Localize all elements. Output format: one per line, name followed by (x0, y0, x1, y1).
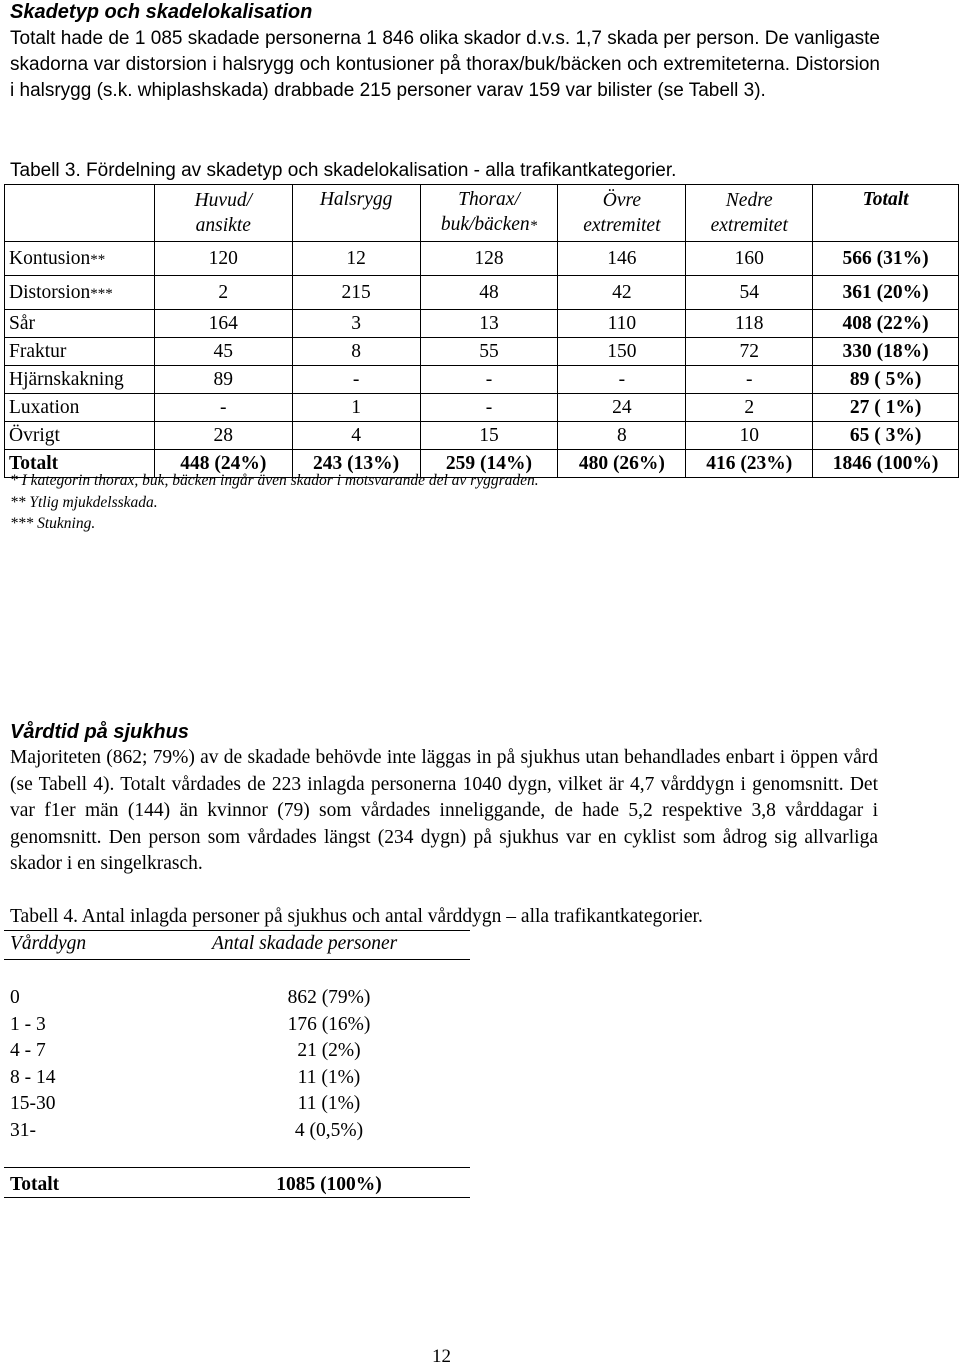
table-cell: 45 (154, 338, 292, 366)
row-label: Övrigt (5, 422, 155, 450)
table-cell: 24 (558, 394, 686, 422)
table-cell: 12 (292, 242, 420, 276)
table4-header-vardddygn: Vårddygn (10, 933, 87, 954)
table3-header-empty (5, 185, 155, 242)
table-cell: 215 (292, 276, 420, 310)
table-cell: 8 (292, 338, 420, 366)
row-count: 176 (16%) (287, 1013, 371, 1035)
row-label: Totalt (5, 450, 155, 478)
table-row (5, 394, 959, 422)
table-cell: 120 (154, 242, 292, 276)
row-total: 330 (18%) (813, 338, 959, 366)
table4-header (4, 931, 470, 960)
table-cell: 3 (292, 310, 420, 338)
row-total: 65 ( 3%) (813, 422, 959, 450)
row-total: 361 (20%) (813, 276, 959, 310)
row-days: 1 - 3 (10, 1013, 46, 1035)
table3 (4, 184, 959, 478)
table4-header-antal: Antal skadade personer (212, 933, 398, 954)
table-cell: 1 (292, 394, 420, 422)
row-count: 21 (2%) (297, 1040, 361, 1061)
footnote: * I kategorin thorax, buk, bäcken ingår även skador i motsvarande del av ryggraden. (10, 472, 539, 489)
row-count: 862 (79%) (287, 987, 371, 1008)
row-label: Kontusion** (5, 242, 155, 276)
table-cell: - (686, 366, 813, 394)
row-total: 566 (31%) (813, 242, 959, 276)
page-number: 12 (432, 1346, 451, 1367)
table-cell: 55 (420, 338, 558, 366)
table3-header-halsrygg: Halsrygg (292, 185, 420, 242)
table-cell: 259 (14%) (420, 450, 558, 478)
table-cell: 146 (558, 242, 686, 276)
table-cell: 13 (420, 310, 558, 338)
table-cell: 448 (24%) (154, 450, 292, 478)
table-cell: - (154, 394, 292, 422)
row-label: Sår (5, 310, 155, 338)
table4-caption: Tabell 4. Antal inlagda personer på sjukhus och antal vårddygn – alla trafikantkategorier. (10, 906, 703, 927)
table-cell: 480 (26%) (558, 450, 686, 478)
table3-caption: Tabell 3. Fördelning av skadetyp och skadelokalisation - alla trafikantkategorier. (10, 160, 677, 181)
table3-header-row (5, 185, 959, 242)
table4 (4, 931, 470, 1195)
table3-footnotes (10, 470, 539, 535)
table-cell: 2 (686, 394, 813, 422)
row-days: 8 - 14 (10, 1066, 56, 1088)
section-paragraph-skadetyp: Totalt hade de 1 085 skadade personerna 1 846 olika skador d.v.s. 1,7 skada per person. De vanligaste skadorna var distorsion i halsrygg och kontusioner på thorax/buk/bäcken och extremiteterna. Distorsion i halsrygg (s.k. whiplashskada) drabbade 215 personer varav 159 var bilister (se Tabell 3). (10, 28, 880, 101)
sum-label: Totalt (10, 1174, 60, 1195)
table-row (5, 310, 959, 338)
row-label: Distorsion*** (5, 276, 155, 310)
table-cell: 10 (686, 422, 813, 450)
table-row (5, 276, 959, 310)
table-cell: - (292, 366, 420, 394)
table-row (4, 1093, 470, 1120)
section-heading-skadetyp: Skadetyp och skadelokalisation (10, 1, 313, 23)
table-row (4, 1067, 470, 1094)
table-row (4, 1040, 470, 1067)
row-label: Hjärnskakning (5, 366, 155, 394)
table-cell: 4 (292, 422, 420, 450)
table-cell: 89 (154, 366, 292, 394)
table3-header-huvud: Huvud/ ansikte (154, 185, 292, 242)
table-cell: 128 (420, 242, 558, 276)
table4-sum-row (4, 1167, 470, 1198)
table3-header-ovre: Övre extremitet (558, 185, 686, 242)
grand-total: 1846 (100%) (813, 450, 959, 478)
row-count: 11 (1%) (297, 1093, 361, 1114)
table-cell: 15 (420, 422, 558, 450)
table-cell: 48 (420, 276, 558, 310)
section-paragraph-vardtid: Majoriteten (862; 79%) av de skadade behövde inte läggas in på sjukhus utan behandlades enbart i öppen vård (se Tabell 4). Totalt vårdades de 223 inlagda personerna 1040 dygn, vilket är 4,7 vårddygn i genomsnitt. Det var f1er män (144) än kvinnor (79) som vårdades inneliggande, de hade 5,2 respektive 3,8 vårddagar i genomsnitt. Den person som vårdades längst (234 dygn) på sjukhus var en cyklist som ådrog sig allvarliga skador i en singelkrasch. (10, 747, 878, 874)
row-total: 408 (22%) (813, 310, 959, 338)
table-row (4, 1120, 470, 1147)
table-cell: 110 (558, 310, 686, 338)
row-days: 15-30 (10, 1093, 56, 1114)
row-count: 11 (1%) (297, 1066, 361, 1088)
row-total: 27 ( 1%) (813, 394, 959, 422)
table-row (5, 242, 959, 276)
table-cell: 164 (154, 310, 292, 338)
table-cell: 160 (686, 242, 813, 276)
table-cell: 150 (558, 338, 686, 366)
table-cell: 54 (686, 276, 813, 310)
footnote: *** Stukning. (10, 515, 96, 532)
table-cell: 2 (154, 276, 292, 310)
row-count: 4 (0,5%) (294, 1119, 364, 1141)
table-cell: 118 (686, 310, 813, 338)
table-row (4, 1014, 470, 1041)
table-cell: 8 (558, 422, 686, 450)
table-row (5, 338, 959, 366)
row-days: 31- (10, 1119, 36, 1141)
table-cell: - (558, 366, 686, 394)
footnote: ** Ytlig mjukdelsskada. (10, 493, 158, 511)
row-label: Luxation (5, 394, 155, 422)
row-total: 89 ( 5%) (813, 366, 959, 394)
table-cell: 243 (13%) (292, 450, 420, 478)
table-cell: 28 (154, 422, 292, 450)
row-label: Fraktur (5, 338, 155, 366)
row-days: 4 - 7 (10, 1040, 46, 1061)
table-cell: 416 (23%) (686, 450, 813, 478)
table3-header-thorax: Thorax/ buk/bäcken* (420, 185, 558, 242)
table-cell: 72 (686, 338, 813, 366)
section-heading-vardtid: Vårdtid på sjukhus (10, 721, 189, 743)
table-row (4, 987, 470, 1014)
table3-header-nedre: Nedre extremitet (686, 185, 813, 242)
table-row (5, 422, 959, 450)
table-cell: 42 (558, 276, 686, 310)
row-days: 0 (10, 987, 20, 1008)
table3-header-totalt: Totalt (813, 185, 959, 242)
table-row (5, 366, 959, 394)
table-cell: - (420, 394, 558, 422)
table-cell: - (420, 366, 558, 394)
table4-bottom-rule (4, 1197, 470, 1198)
sum-count: 1085 (100%) (276, 1174, 382, 1195)
